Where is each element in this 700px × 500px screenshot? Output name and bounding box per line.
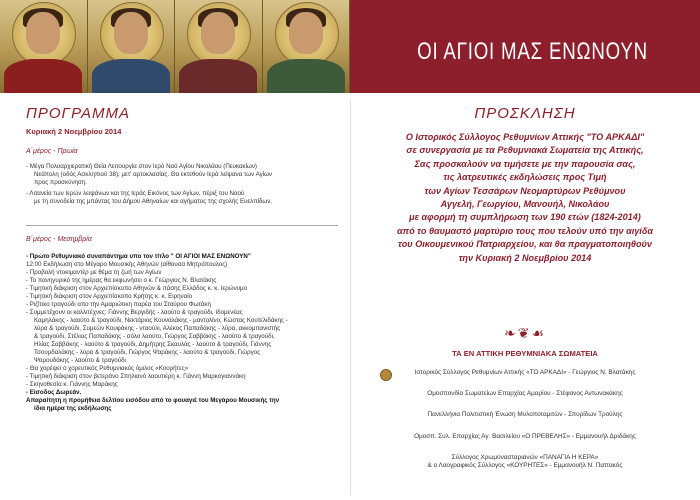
list-item: 12:00 Εκδήλωση στο Μέγαρο Μουσικής Αθηνών (αίθουσα Μητρόπουλος) (26, 261, 228, 268)
invitation-line: των Αγίων Τεσσάρων Νεομαρτύρων Ρεθύμνου (424, 185, 626, 196)
banner-title: ΟΙ ΑΓΙΟΙ ΜΑΣ ΕΝΩΝΟΥΝ (417, 38, 648, 65)
title-banner (350, 0, 700, 93)
list-item: - Ριζίτικο τραγούδι απο την Αμαριώτικη παρέα του Σταύρου Φωτάκη (26, 301, 211, 308)
list-item: - Είσοδος Δωρεάν. (26, 389, 82, 396)
invitation-line: την Κυριακή 2 Νοεμβρίου 2014 (458, 252, 592, 263)
part-a-list (26, 163, 338, 206)
list-item: - Τιμητική διάκριση στον βετεράνο Σπηλιανό λαουτιέρη κ. Γιάννη Μαρκογιαννάκη (26, 373, 246, 380)
program-section (0, 93, 350, 500)
association-item: Ομοσπονδία Σωματείων Επαρχίας Αμαρίου - Στέφανος Αντωνακάκης (427, 390, 623, 398)
invitation-title: ΠΡΟΣΚΛΗΣΗ (474, 105, 576, 122)
associations-title: ΤΑ ΕΝ ΑΤΤΙΚΗ ΡΕΘΥΜΝΙΑΚΑ ΣΩΜΑΤΕΙΑ (452, 349, 598, 358)
invitation-section (350, 93, 700, 500)
program-date: Κυριακή 2 Νοεμβρίου 2014 (26, 127, 122, 136)
invitation-line: τις λατρευτικές εκδηλώσεις προς Τιμή (443, 172, 607, 183)
saint-icon-painting (0, 0, 88, 93)
part-b-list (26, 253, 338, 413)
list-item: - Τιμητική διάκριση στον Αρχιεπίσκοπο Κρήτης κ. κ. Ειρηναίο (26, 293, 193, 300)
saint-icon-painting (88, 0, 176, 93)
list-item: Απαραίτητη η προμήθεια δελτίου εισόδου από το φουαγιέ του Μεγάρου Μουσικής την ίδια ημέρα της εκδήλωσης (26, 397, 280, 412)
list-item: - Το πανηγυρικό της ημέρας θα εκφωνήσει ο κ. Γεώργιος Ν. Βλατάκης (26, 277, 217, 284)
associations-list (360, 369, 690, 483)
list-item: - Συμμετέχουν οι καλλιτέχνες: Γιάννης Βεργιδής - λαούτο & τραγούδι, Ιδομενέας Καμηλάκης - λαούτο & τραγούδι, Νεκτάριος Κουναλάκης - μαντολίνο, Κώστας Κουτελιδάκης - λύρα & τραγούδι, Συμεών Κουφάκης - νταούλι, Αλέκος Παπαδάκης - λύρα, ακκομπανιστής & τραγούδι, Στέλιος Παπαδάκης - σόλο λαούτο, Γιώργος Σαββάκης - λαούτο & τραγούδι, Ηλίας Σαββάκης - λαούτο & τραγούδι, Δημήτρης Σκαυλάς - λαούτο & τραγούδι, Γιάννης Τσουρδαλάκης - λύρα & τραγούδι, Γιώργος Ψαράκης - λαούτο & τραγούδι, Γιώργος Ψαρουδάκης - λαούτο & τραγούδι (26, 309, 288, 364)
part-b-heading: Β΄μέρος - Μεσημβρία (26, 236, 92, 243)
list-item: - Πρώτο Ρεθυμνιακό συναπάντημα υπο τον τίτλο " ΟΙ ΑΓΙΟΙ ΜΑΣ ΕΝΩΝΟΥΝ" (26, 253, 251, 260)
saint-icon-painting (175, 0, 263, 93)
saint-icon-painting (263, 0, 351, 93)
list-item: - Τιμητική διάκριση στον Αρχιεπίσκοπο Αθηνών & πάσης Ελλάδος κ. κ. Ιερώνυμο (26, 285, 248, 292)
invitation-line: Σας προσκαλούν να τιμήσετε με την παρουσία σας, (414, 158, 636, 169)
invitation-line: σε συνεργασία με τα Ρεθυμνιακά Σωματεία της Αττικής, (406, 145, 644, 156)
list-item: - Μέγα Πολυαρχιερατική Θεία Λειτουργία στον Ιερό Ναό Αγίου Νικολάου (Πευκακίων) Νεάπολη (οδός Ασκληπιού 38), μετ' αρτοκλασίας. Θα εκτεθούν Ιερά λείψανα των Αγίων προς προσκύνηση. (26, 163, 272, 186)
association-item: Πανελλήνια Πολιτιστική Ένωση Μυλοποταμιτών - Σπυρίδων Τρούλης (427, 411, 623, 419)
association-item: Ομοσπ. Συλ. Επαρχίας Αγ. Βασιλείου «Ο ΠΡΕΒΕΛΗΣ» - Εμμανουήλ Δριδάκης (414, 432, 636, 440)
invitation-line: από το θαυμαστό μαρτύριο τους που τελούν υπό την αιγίδα (396, 225, 654, 236)
list-item: - Σκηνοθεσία κ. Γιάννης Μαράκης (26, 381, 118, 388)
divider (26, 225, 338, 226)
program-title: ΠΡΟΓΡΑΜΜΑ (26, 105, 130, 122)
ornament-icon: ❧❦☙ (503, 325, 546, 341)
list-item: - Λιτανεία των Ιερών λειψάνων και της Ιεράς Εικόνος των Αγίων, πέριξ του Ναού με τη συνοδεία της μπάντας του Δήμου Αθηναίων και αγήματος της σχολής Ευελπίδων. (26, 190, 273, 205)
association-item: Σύλλογος Χρωμονασταριανών «ΠΑΝΑΓΙΑ Η ΚΕΡΑ» & ο Λαογραφικός Σύλλογος «ΚΟΥΡΗΤΕΣ» - Εμμανουήλ Ν. Παττακός (427, 453, 623, 469)
invitation-line: Ο Ιστορικός Σύλλογος Ρεθυμνίων Αττικής "ΤΟ ΑΡΚΑΔΙ" (405, 132, 645, 142)
invitation-text (370, 131, 680, 265)
part-a-heading: Α΄μέρος - Πρωία (26, 148, 78, 155)
invitation-line: με αφορμή τη συμπλήρωση των 190 ετών (1824-2014) (409, 212, 641, 223)
invitation-line: του Οικουμενικού Πατριαρχείου, και θα πραγματοποιηθούν (398, 239, 652, 250)
association-item: Ιστορικός Σύλλογος Ρεθυμνίων Αττικής «ΤΟ ΑΡΚΑΔΙ» - Γεώργιος Ν. Βλατάκης (414, 369, 636, 376)
invitation-line: Αγγελή, Γεωργίου, Μανουήλ, Νικολάου (440, 199, 610, 210)
list-item: - Θα χορέψει ο χορευτικός Ρεθυμνιακός όμιλος «Κουρήτες» (26, 365, 189, 372)
saints-icon-strip (0, 0, 350, 93)
list-item: - Προβολή ντοκιμαντέρ με θέμα τη ζωή των Αγίων (26, 269, 162, 276)
